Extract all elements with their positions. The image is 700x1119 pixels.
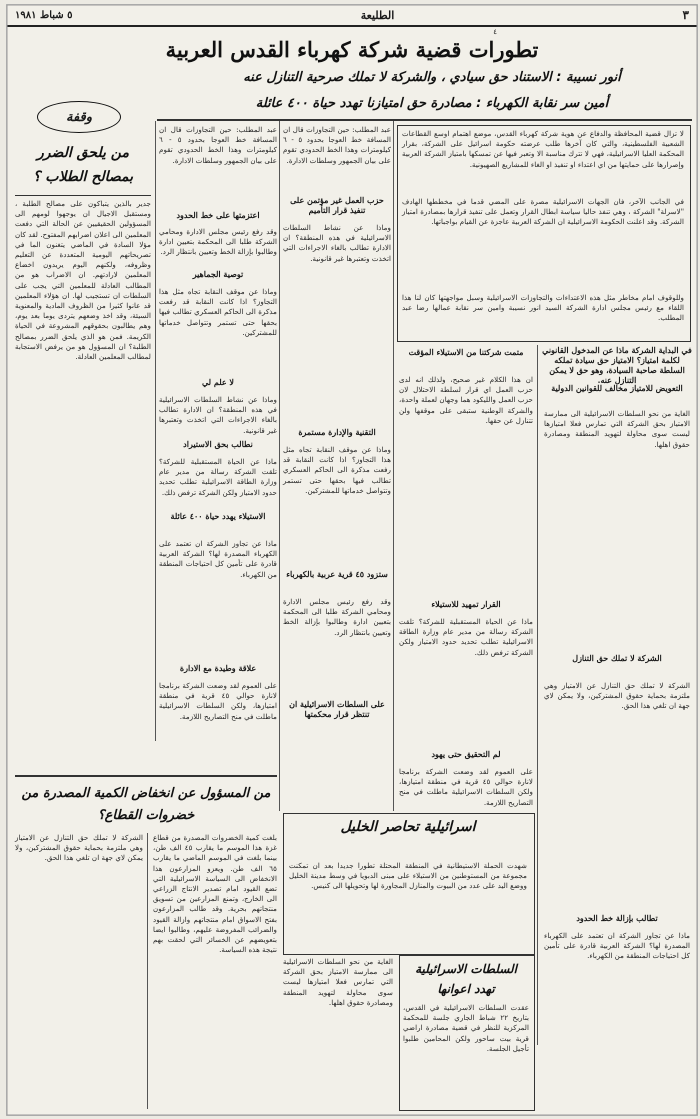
interview-heading: متمت شركتنا من الاستيلاء المؤقت <box>408 347 524 357</box>
subheadline-1: أنور نسيبة : الاستناد حق سيادي ، والشركة لا تملك صرحية التنازل عنه <box>243 70 621 85</box>
intro-paragraph-1: لا تزال قضية المحافظة والدفاع عن هوية شركة كهرباء القدس، موضع اهتمام اوسع القطاعات الشعبية الفلسطينية، والتي كان آخرها طلب عرضته حكومة اسرائيل على الشركة، بقرار المحكمة العليا الاسرائيلية، فهي لا تترك مناسبة الا وتعبر فيها عن تمسكها بامتياز الشركة العربية وإصرارها على حمايتها من اي اعتداء او تنفيذ او الغاء للمشاريع الصهيونية. <box>402 129 684 169</box>
interview-body: وقد رفع رئيس مجلس الادارة ومحامي الشركة طلبا الى المحكمة بتعيين ادارة وطالبوا بإزالة الخط وتعيين بانتظار الرد. <box>159 227 277 257</box>
interview-body: ماذا عن الحياة المستقبلية للشركة؟ تلقت الشركة رسالة من مدير عام وزارة الطاقة الاسرائيلية تطلب تحديد حدود الامتياز ولكن الشركة ترفض ذلك. <box>399 617 533 657</box>
interview-heading: التقنية والإدارة مستمرة <box>298 427 376 437</box>
column-body: جدير بالذين يتباكون على مصالح الطلبة ، ومستقبل الاجيال ان يوجهوا لومهم الى المسؤولين الحقيقيين عن الحالة التي دفعت المعلمين الى اعلان اضرابهم المفتوح. لقد كان مؤلا السادة في الماضي يتغنون الما في تصريحاتهم اليومية المتعددة عن التعليم وظروفه، ولكنهم اليوم يريدون اخضاع المعلمين لارادتهم. ان الاضراب هو من المطالب العادلة للمعلمين التي يجب على السلطات ان تستجيب لها. ان هؤلاء المعلمين قد عانوا كثيرا من الظروف المادية والمعنوية السيئة، وقد اخذ وضعهم يتردى يوما بعد يوم، وهم يطالبون بحقوقهم المشروعة في الحياة الكريمة. فمن هو الذي يلحق الضرر بمصالح الطلبة؟ ان المسؤول هو من يرفض الاستجابة لمطالب المعلمين العادلة. <box>15 199 151 362</box>
interview-heading: نطالب بحق الاستيراد <box>183 439 253 449</box>
interview-heading: لم التحقيق حتى يهود <box>431 749 501 759</box>
bottom-article-body: الشركة لا تملك حق التنازل عن الامتياز وهي ملتزمة بحماية حقوق المشتركين، ولا يمكن لاي جهة ان تلغي هذا الحق. <box>15 833 143 863</box>
hebron-box-body: شهدت الحملة الاستيطانية في المنطقة المحتلة تطورا جديدا بعد ان تمكنت مجموعة من المستوطنين من الاستيلاء على مبنى الدبويا في وسط مدينة الخليل ووضع اليد على عدد من البيوت والمنازل المجاورة لها وتحويلها الى كنيس. <box>289 861 527 891</box>
column-rule <box>147 833 148 1109</box>
interview-heading: حزب العمل غير مؤتمن على تنفيذ قرار التأميم <box>290 195 384 215</box>
interview-heading: تطالب بإزالة خط الحدود <box>576 913 658 923</box>
column-rule <box>537 345 538 1045</box>
column-rule <box>155 121 156 741</box>
interview-body: ماذا عن الحياة المستقبلية للشركة؟ تلقت الشركة رسالة من مدير عام وزارة الطاقة الاسرائيلية تطلب تحديد حدود الامتياز ولكن الشركة ترفض ذلك. <box>159 457 277 497</box>
authorities-box-title: السلطات الاسرائيلية تهدد اعوانها <box>415 962 517 996</box>
intro-paragraph-2: في الجانب الآخر، فان الجهات الاسرائيلية مصرة على المضي قدما في مخططها الهادف "لاسرلة" الشركة ، وهي تنفذ حاليا سياسة ابطال القرار وتعمل على تنفيذ قرارها بمصادرة امتياز الشركة. وقد اعلنت الحكومة الاسرائيلية ان الشركة العربية عاجزة عن القيام بواجباتها. <box>402 197 684 227</box>
interview-body: وقد رفع رئيس مجلس الادارة ومحامي الشركة طلبا الى المحكمة بتعيين ادارة وطالبوا بإزالة الخط وتعيين بانتظار الرد. <box>283 597 391 637</box>
bottom-article-title: من المسؤول عن انخفاض الكمية المصدرة من خضروات القطاع؟ <box>21 786 271 823</box>
interview-heading: في البداية الشركة ماذا عن المدخول القانوني لكلمة امتياز؟ الامتياز حق سيادة تملكه السلطة صاحبة السيادة، وهو حق لا يمكن التنازل عنه. <box>542 345 692 385</box>
hebron-box-title: اسرائيلية تحاصر الخليل <box>340 819 476 835</box>
interview-heading: القرار تمهيد للاستيلاء <box>431 599 501 609</box>
column-rule <box>279 121 280 811</box>
bottom-article-rule <box>15 775 277 777</box>
subheadline-2: أمين سر نقابة الكهرباء : مصادرة حق امتيازنا تهدد حياة ٤٠٠ عائلة <box>255 96 609 111</box>
interview-body: وماذا عن نشاط السلطات الاسرائيلية في هذه المنطقة؟ ان الادارة تطالب بالغاء الاجراءات التي اتخذت وتعتبرها غير قانونية. <box>283 223 391 263</box>
column-rule-h <box>15 195 151 196</box>
page-header <box>7 5 697 27</box>
corner-mark: ٤ <box>493 28 497 36</box>
interview-body: ان هذا الكلام غير صحيح، ولذلك انه لدى حزب العمل اي قرار لسلطة الاحتلال لان حزب العمل والليكود هما وجهان لعملة واحدة، والشركة الوطنية ستبقى على موقفها ولن تتنازل عن حقها. <box>399 375 533 425</box>
interview-body: ماذا عن تجاوز الشركة ان تعتمد على الكهرباء المصدرة لها؟ الشركة العربية قادرة على تأمين كل احتياجات المنطقة من الكهرباء. <box>159 539 277 579</box>
interview-body: الشركة لا تملك حق التنازل عن الامتياز وهي ملتزمة بحماية حقوق المشتركين، ولا يمكن لاي جهة ان تلغي هذا الحق. <box>544 681 690 711</box>
issue-date: ٥ شباط ١٩٨١ <box>15 9 73 21</box>
headline-rule <box>157 119 692 121</box>
column-label-badge: وقفة <box>37 101 121 133</box>
intro-paragraph-3: وللوقوف امام مخاطر مثل هذه الاعتداءات والتجاوزات الاسرائيلية وسبل مواجهتها كان لنا هذا اللقاء مع رئيس مجلس ادارة الشركة السيد انور نسيبة وامين سر نقابة عمالها رضا عبد المطلب. <box>402 293 684 323</box>
interview-heading: توصية الجماهير <box>192 269 244 279</box>
newspaper-page <box>6 4 698 1116</box>
interview-body: على العموم لقد وضعت الشركة برنامجا لانارة حوالي ٤٥ قرية في منطقة امتيازها، ولكن السلطات الاسرائيلية ماطلت في منح التصاريح اللازمة. <box>399 767 534 807</box>
interview-heading: على السلطات الاسرائيلية ان تنتظر قرار محكمتها <box>289 699 385 719</box>
interview-heading: الاستيلاء يهدد حياة ٤٠٠ عائلة <box>170 511 266 521</box>
interview-heading: الشركة لا تملك حق التنازل <box>572 653 662 663</box>
authorities-box-body: عقدت السلطات الاسرائيلية في القدس، بتاريخ ٢٢ شباط الجاري جلسة للمحكمة المركزية للنظر في قضية مصادرة اراضي قرية بيت ساحور ولكن المحامين طلبوا تأجيل الجلسة. <box>403 1003 529 1053</box>
column-title: من يلحق الضرر بمصالح الطلاب ؟ <box>32 145 134 185</box>
page-number: ٣ <box>682 8 689 22</box>
interview-heading: ستزود ٤٥ قرية عربية بالكهرباء <box>286 569 388 579</box>
interview-body: الغاية من نحو السلطات الاسرائيلية الى ممارسة الامتياز بحق الشركة التي تمارس فعلا امتيازها ليست سوى محاولة لتهويد المنطقة ومصادرة حقوق اهلها. <box>544 409 690 449</box>
interview-body: وماذا عن موقف النقابة تجاه مثل هذا التجاوز؟ اذا كانت النقابة قد رفعت مذكرة الى الحاكم العسكري تطالب فيها بحقها حتى تستمر وتتواصل خدماتها للمشتركين. <box>159 287 277 337</box>
interview-body: الغاية من نحو السلطات الاسرائيلية الى ممارسة الامتياز بحق الشركة التي تمارس فعلا امتيازها ليست سوى محاولة لتهويد المنطقة ومصادرة حقوق اهلها. <box>283 957 393 1007</box>
interview-body: على العموم لقد وضعت الشركة برنامجا لانارة حوالي ٤٥ قرية في منطقة امتيازها، ولكن السلطات الاسرائيلية ماطلت في منح التصاريح اللازمة. <box>159 681 277 721</box>
interview-heading: اعتزمتها على خط الحدود <box>176 210 260 220</box>
interview-body: وماذا عن نشاط السلطات الاسرائيلية في هذه المنطقة؟ ان الادارة تطالب بالغاء الاجراءات التي اتخذت وتعتبرها غير قانونية. <box>159 395 277 435</box>
interview-heading: علاقة وطيدة مع الادارة <box>179 663 257 673</box>
interview-body: وماذا عن موقف النقابة تجاه مثل هذا التجاوز؟ اذا كانت النقابة قد رفعت مذكرة الى الحاكم العسكري تطالب فيها بحقها حتى تستمر وتتواصل خدماتها للمشتركين. <box>283 445 391 495</box>
interview-heading: التعويض للامتياز مخالف للقوانين الدولية <box>551 383 683 393</box>
interview-body: عبد المطلب: حين التجاوزات قال ان المسافة خط العوجا بحدود ٥ - ٦ كيلومترات وهذا الخط الحدودي تقوم على بيان الجمهور وسلطات الادارة. <box>159 125 277 165</box>
interview-body: عبد المطلب: حين التجاوزات قال ان المسافة خط العوجا بحدود ٥ - ٦ كيلومترات وهذا الخط الحدودي تقوم على بيان الجمهور وسلطات الادارة. <box>283 125 391 165</box>
column-rule <box>393 121 394 811</box>
bottom-article-body: بلغت كمية الخضروات المصدرة من قطاع غزة هذا الموسم ما يقارب ٤٥ الف طن، بينما بلغت في الموسم الماضي ما يقارب ٦٥ الف طن. ويعزو المزارعون هذا الانخفاض الى السياسة الاسرائيلية التي تضع القيود امام تصدير الانتاج الزراعي الى الخارج، وتمنع المزارعين من تسويق منتجاتهم بحرية. وقد طالب المزارعون بفتح الاسواق امام منتجاتهم وازالة القيود والضرائب المفروضة عليهم، وطالبوا ايضا بتعويضهم عن الخسائر التي لحقت بهم نتيجة هذه السياسة. <box>153 833 277 955</box>
main-headline: تطورات قضية شركة كهرباء القدس العربية <box>165 37 539 62</box>
interview-body: ماذا عن تجاوز الشركة ان تعتمد على الكهرباء المصدرة لها؟ الشركة العربية قادرة على تأمين كل احتياجات المنطقة من الكهرباء. <box>544 931 690 961</box>
newspaper-name: الطليعة <box>360 8 395 22</box>
interview-heading: لا علم لي <box>202 377 234 387</box>
